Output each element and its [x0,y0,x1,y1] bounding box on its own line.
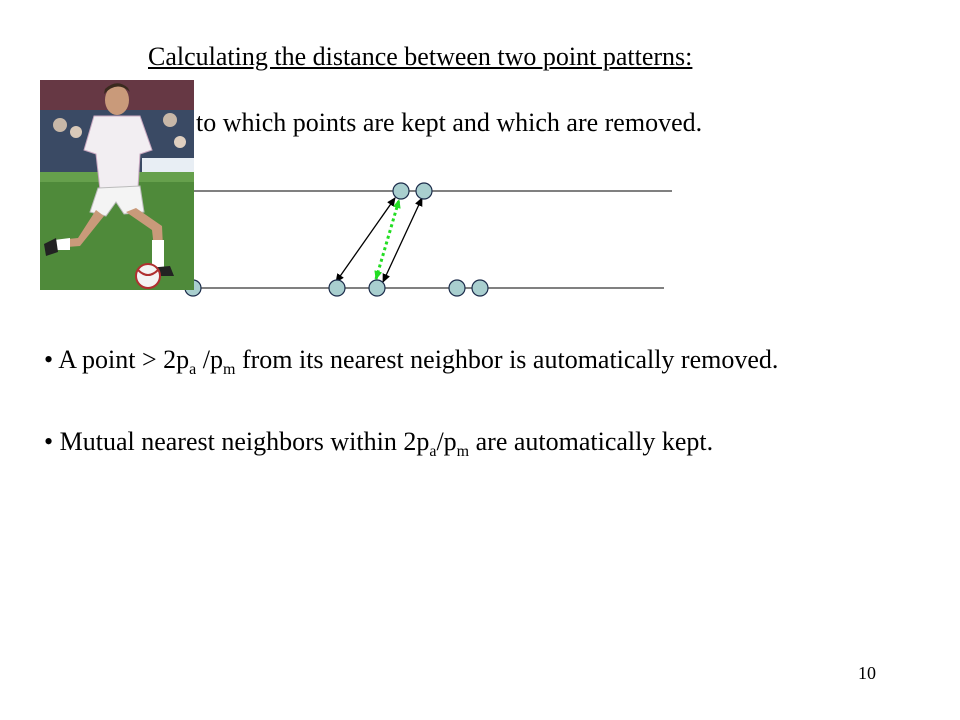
page-number: 10 [858,663,876,683]
nn-arrow-left [336,198,395,282]
pattern-a-point [393,183,409,199]
subscript-m: m [456,443,470,460]
bullet-glyph: • [44,345,54,374]
pattern-b-point [329,280,345,296]
pattern-b-point [472,280,488,296]
pattern-a-point [416,183,432,199]
bullet-text-post: from its nearest neighbor is automatically removed. [235,345,779,374]
bullet-keep-rule [44,427,714,460]
bullet-text-pre: Mutual nearest neighbors within 2p [59,427,430,456]
footballer-illustration [40,80,194,290]
subscript-a: a [189,361,197,378]
nn-arrow-right [383,198,422,282]
pattern-b-point [369,280,385,296]
mutual-nn-link [376,200,399,279]
pattern-b-point [449,280,465,296]
slide-title: Calculating the distance between two point patterns: [148,42,693,71]
subscript-m: m [222,361,236,378]
slide-subtitle: to which points are kept and which are removed. [196,108,703,137]
bullet-glyph: • [44,427,54,456]
bullet-text-mid: /p [436,427,457,456]
bullet-text-mid: /p [196,345,223,374]
footballer-photo [40,80,194,290]
bullet-text-pre: A point > 2p [58,345,190,374]
bullet-text-post: are automatically kept. [469,427,714,456]
subscript-a: a [429,443,437,460]
bullet-removal-rule [44,345,779,378]
